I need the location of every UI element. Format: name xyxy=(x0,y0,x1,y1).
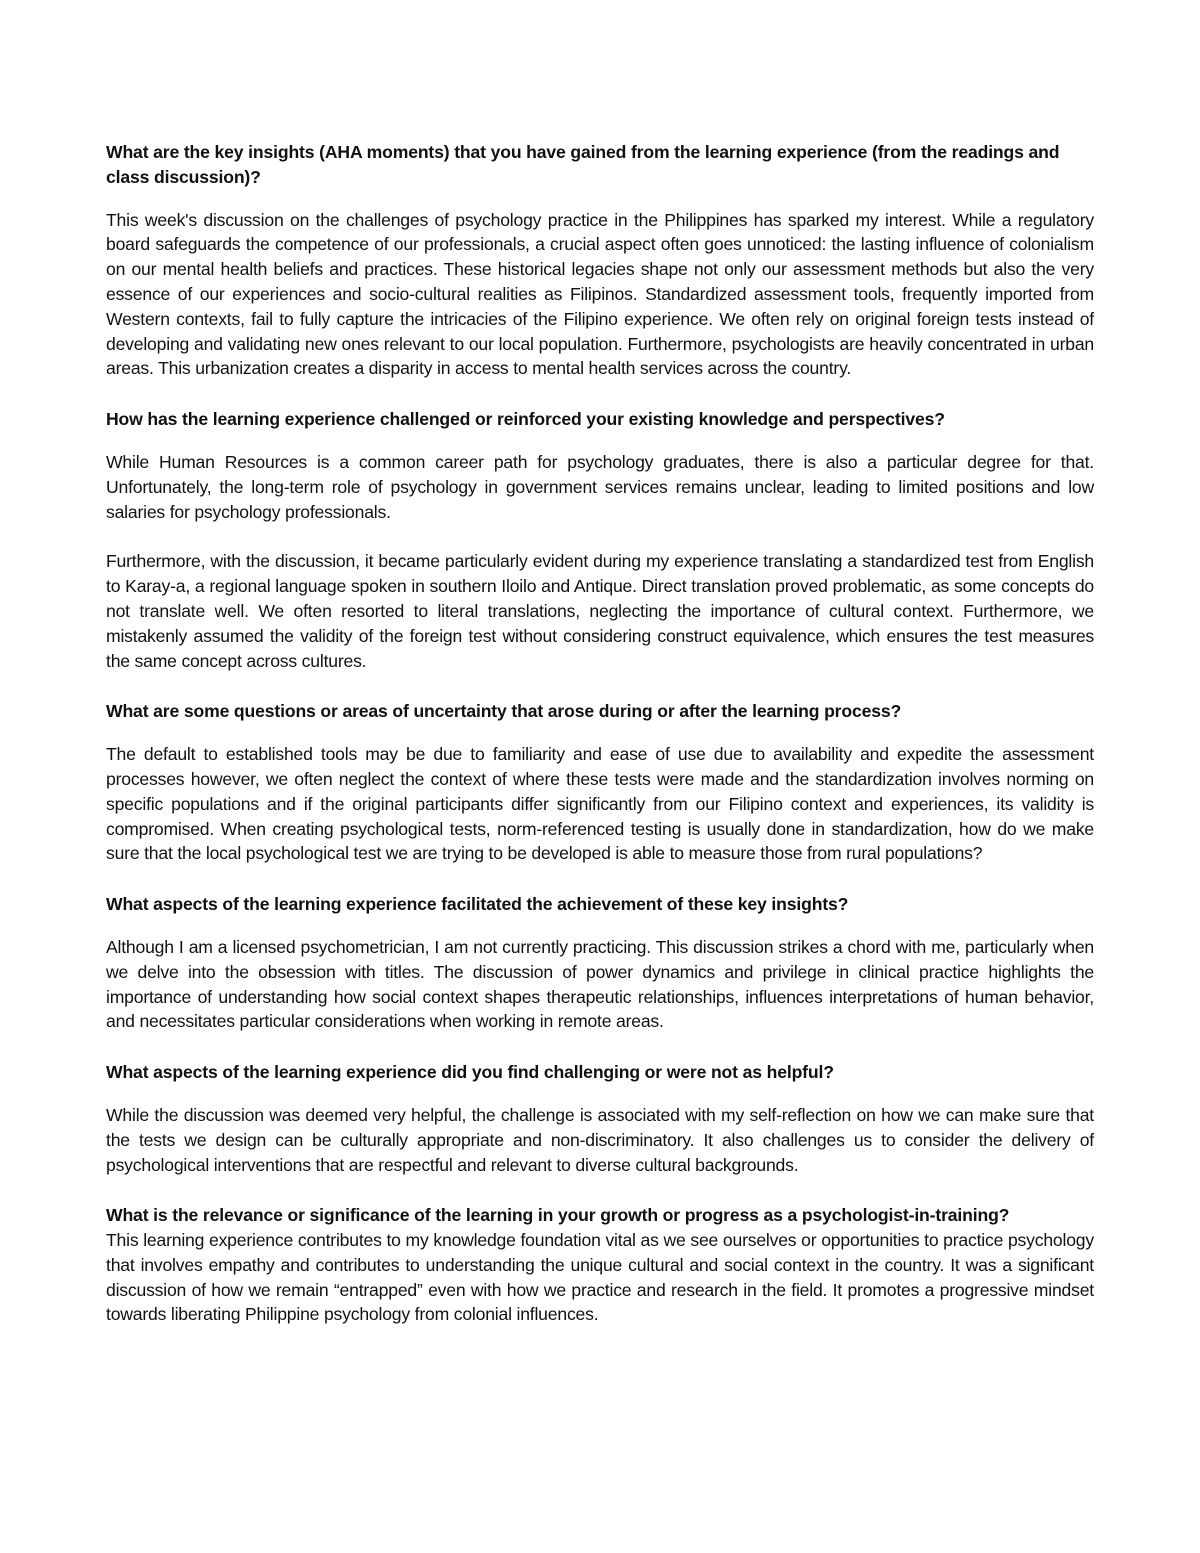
section-paragraph: This learning experience contributes to my knowledge foundation vital as we see ourselves or opportunities to practice psychology that involves empathy and contributes to understanding the unique cultural and social context in the country. It was a significant discussion of how we remain “entrapped” even with how we practice and research in the field. It promotes a progressive mindset towards liberating Philippine psychology from colonial influences. xyxy=(106,1230,1094,1325)
section-paragraph: Although I am a licensed psychometrician, I am not currently practicing. This discussion strikes a chord with me, particularly when we delve into the obsession with titles. The discussion of power dynamics and privilege in clinical practice highlights the importance of understanding how social context shapes therapeutic relationships, influences interpretations of human behavior, and necessitates particular considerations when working in remote areas. xyxy=(106,936,1094,1032)
document-page xyxy=(106,140,1094,1327)
section-question: What are some questions or areas of uncertainty that arose during or after the learning process? xyxy=(106,701,902,722)
section-paragraph: Furthermore, with the discussion, it became particularly evident during my experience translating a standardized test from English to Karay-a, a regional language spoken in southern Iloilo and Antique. Direct translation proved problematic, as some concepts do not translate well. We often resorted to literal translations, neglecting the importance of cultural context. Furthermore, we mistakenly assumed the validity of the foreign test without considering construct equivalence, which ensures the test measures the same concept across cultures. xyxy=(106,551,1094,671)
section-question: How has the learning experience challenged or reinforced your existing knowledge and perspectives? xyxy=(106,409,945,430)
section-paragraph: The default to established tools may be due to familiarity and ease of use due to availability and expedite the assessment processes however, we often neglect the context of where these tests were made and the standardization involves norming on specific populations and if the original participants differ significantly from our Filipino context and experiences, its validity is compromised. When creating psychological tests, norm-referenced testing is usually done in standardization, how do we make sure that the local psychological test we are trying to be developed is able to measure those from rural populations? xyxy=(106,744,1094,864)
section-question: What aspects of the learning experience facilitated the achievement of these key insights? xyxy=(106,894,849,915)
section-paragraph: While the discussion was deemed very helpful, the challenge is associated with my self-reflection on how we can make sure that the tests we design can be culturally appropriate and non-discriminatory. It also challenges us to consider the delivery of psychological interventions that are respectful and relevant to diverse cultural backgrounds. xyxy=(106,1104,1094,1175)
section-question: What are the key insights (AHA moments) that you have gained from the learning experience (from the readings and class discussion)? xyxy=(106,142,1060,187)
section-paragraph: This week's discussion on the challenges of psychology practice in the Philippines has sparked my interest. While a regulatory board safeguards the competence of our professionals, a crucial aspect often goes unnoticed: the lasting influence of colonialism on our mental health beliefs and practices. These historical legacies shape not only our assessment methods but also the very essence of our experiences and socio-cultural realities as Filipinos. Standardized assessment tools, frequently imported from Western contexts, fail to fully capture the intricacies of the Filipino experience. We often rely on original foreign tests instead of developing and validating new ones relevant to our local population. Furthermore, psychologists are heavily concentrated in urban areas. This urbanization creates a disparity in access to mental health services across the country. xyxy=(106,209,1094,379)
section-question: What is the relevance or significance of the learning in your growth or progress as a psychologist-in-training? xyxy=(106,1205,1010,1226)
section-question: What aspects of the learning experience did you find challenging or were not as helpful? xyxy=(106,1062,834,1083)
section-paragraph: While Human Resources is a common career path for psychology graduates, there is also a particular degree for that. Unfortunately, the long-term role of psychology in government services remains unclear, leading to limited positions and low salaries for psychology professionals. xyxy=(106,451,1094,522)
